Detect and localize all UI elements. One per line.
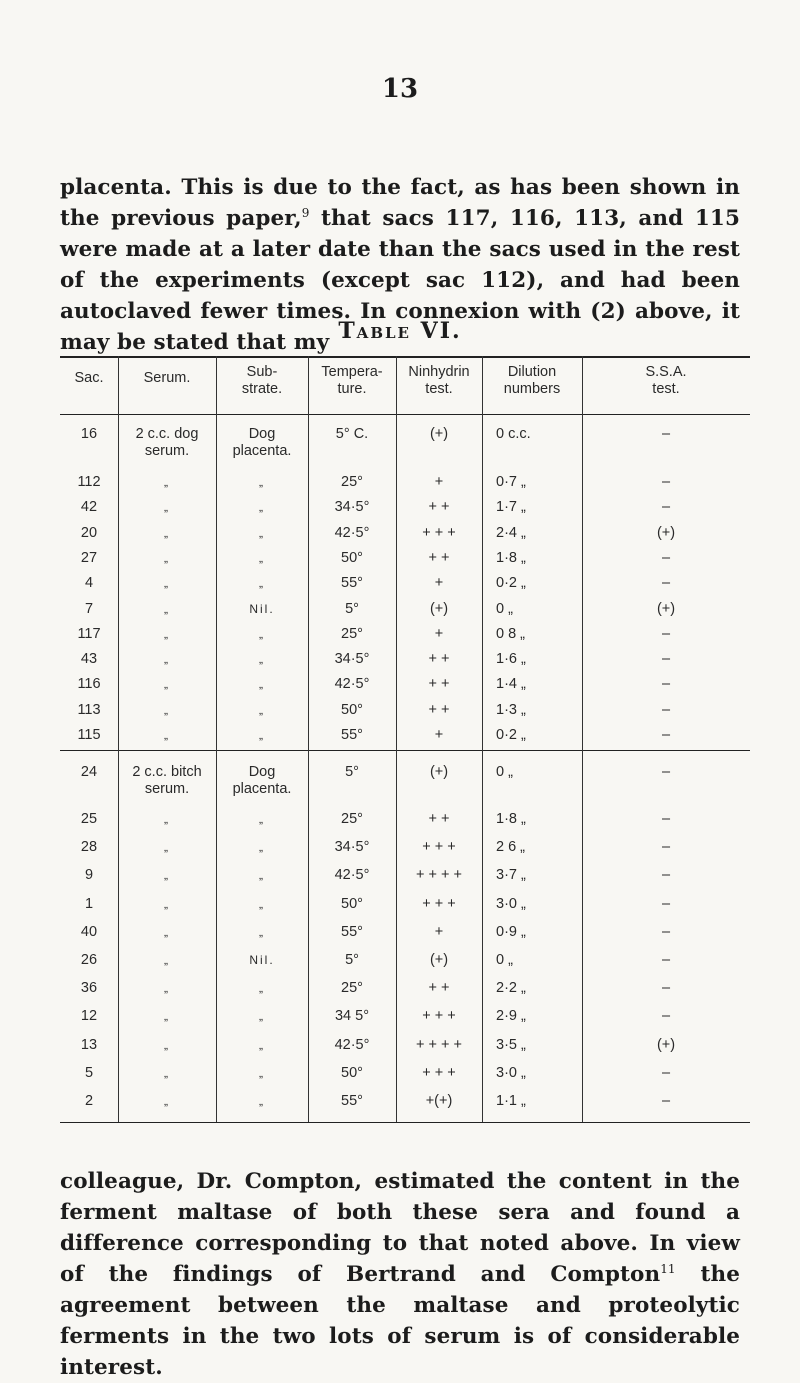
dilution-cell: 0·9 „ — [496, 923, 526, 940]
sac-cell: 42 — [80, 499, 98, 516]
serum-cell: „ — [164, 868, 170, 883]
dilution-cell: 1·1 „ — [496, 1093, 526, 1109]
table-row — [60, 1037, 750, 1061]
header-temperature: Tempera- ture. — [321, 364, 383, 397]
temperature-cell: 50° — [341, 1064, 363, 1081]
column-divider — [582, 356, 583, 1122]
ssa-cell: – — [661, 474, 671, 490]
substrate-cell: „ — [259, 981, 265, 996]
ninhydrin-cell: + + + — [422, 1064, 456, 1081]
ninhydrin-cell: + + — [428, 499, 450, 516]
ssa-cell: – — [661, 867, 671, 884]
ninhydrin-cell: + + + + — [416, 1036, 462, 1053]
closing-text-2: the agreement between the maltase and proteolytic ferments in the two lots of serum is of considerable interest. — [60, 1262, 740, 1380]
serum-cell: 2 c.c. bitch serum. — [132, 764, 202, 797]
table-row — [60, 676, 750, 700]
serum-cell: „ — [164, 812, 170, 826]
ninhydrin-cell: + + — [428, 980, 450, 997]
table-row — [60, 651, 750, 675]
substrate-cell: Dog placenta. — [232, 426, 292, 459]
sac-cell: 28 — [80, 839, 98, 856]
table-row — [60, 601, 750, 625]
dilution-cell: 0 „ — [496, 600, 513, 617]
serum-cell: „ — [164, 924, 170, 939]
dilution-cell: 0·2 „ — [496, 575, 526, 592]
footnote-ref-9: 9 — [301, 206, 310, 220]
ssa-cell: – — [661, 651, 671, 668]
table-row — [60, 867, 750, 891]
header-dilution: Dilution numbers — [503, 364, 561, 397]
table-row — [60, 550, 750, 574]
ssa-cell: – — [661, 895, 671, 912]
ssa-cell: – — [661, 839, 671, 856]
temperature-cell: 55° — [341, 575, 363, 592]
dilution-cell: 0 „ — [496, 764, 513, 780]
substrate-cell: „ — [259, 868, 265, 883]
ninhydrin-cell: + + + — [422, 839, 456, 856]
temperature-cell: 34·5° — [334, 651, 370, 668]
column-divider — [118, 356, 119, 1122]
substrate-cell: „ — [259, 500, 265, 515]
substrate-cell: „ — [259, 728, 265, 742]
serum-cell: „ — [164, 840, 170, 855]
sac-cell: 26 — [80, 952, 98, 968]
ssa-cell: – — [661, 499, 671, 516]
serum-cell: „ — [164, 702, 170, 717]
substrate-cell: „ — [259, 576, 265, 591]
temperature-cell: 34 5° — [334, 1008, 370, 1025]
ninhydrin-cell: + + + + — [416, 867, 462, 884]
serum-cell: „ — [164, 550, 170, 565]
table-row — [60, 1093, 750, 1117]
ssa-cell: (+) — [656, 524, 676, 541]
temperature-cell: 55° — [341, 727, 363, 743]
dilution-cell: 1·6 „ — [496, 651, 526, 668]
serum-cell: „ — [164, 1009, 170, 1024]
sac-cell: 27 — [80, 549, 98, 566]
dilution-cell: 2 6 „ — [496, 839, 526, 856]
ssa-cell: – — [661, 1093, 671, 1109]
table-row — [60, 727, 750, 751]
serum-cell: „ — [164, 525, 170, 540]
ninhydrin-cell: + + — [428, 811, 450, 827]
temperature-cell: 25° — [341, 980, 363, 997]
table-row — [60, 626, 750, 650]
ssa-cell: – — [661, 1008, 671, 1025]
temperature-cell: 50° — [341, 701, 363, 718]
ninhydrin-cell: (+) — [429, 764, 449, 780]
serum-cell: „ — [164, 500, 170, 515]
serum-cell: „ — [164, 475, 170, 489]
temperature-cell: 25° — [341, 625, 363, 642]
sac-cell: 20 — [80, 524, 98, 541]
substrate-cell: „ — [259, 702, 265, 717]
table-row — [60, 499, 750, 523]
dilution-cell: 1·8 „ — [496, 549, 526, 566]
dilution-cell: 3·7 „ — [496, 867, 526, 884]
dilution-cell: 2·2 „ — [496, 980, 526, 997]
ninhydrin-cell: + — [434, 474, 444, 490]
serum-cell: „ — [164, 677, 170, 692]
ssa-cell: – — [661, 625, 671, 642]
temperature-cell: 34·5° — [334, 839, 370, 856]
serum-cell: „ — [164, 626, 170, 641]
intro-text-2: that sacs 117, 116, 113, and 115 were made at a later date than the sacs used in the rest of the experiments (except sac 112), and had been autoclaved fewer times. In connexion with (2) above, it may be stated that my — [60, 206, 741, 355]
sac-cell: 112 — [77, 474, 101, 490]
temperature-cell: 5° — [345, 600, 359, 617]
ninhydrin-cell: +(+) — [425, 1093, 453, 1109]
table-row — [60, 764, 750, 797]
sac-cell: 25 — [80, 811, 98, 827]
table-row — [60, 1065, 750, 1089]
ssa-cell: (+) — [656, 1036, 676, 1053]
substrate-cell: Nil. — [249, 601, 275, 616]
closing-paragraph — [60, 1166, 740, 1383]
header-ssa: S.S.A. test. — [645, 364, 687, 397]
ninhydrin-cell: + + — [428, 651, 450, 668]
substrate-cell: „ — [259, 652, 265, 667]
sac-cell: 4 — [84, 575, 94, 592]
ssa-cell: – — [661, 952, 671, 968]
temperature-cell: 50° — [341, 895, 363, 912]
ninhydrin-cell: + + — [428, 701, 450, 718]
header-serum: Serum. — [143, 370, 191, 386]
ssa-cell: (+) — [656, 600, 676, 617]
temperature-cell: 50° — [341, 549, 363, 566]
table-row — [60, 811, 750, 835]
substrate-cell: „ — [259, 475, 265, 489]
dilution-cell: 2·4 „ — [496, 524, 526, 541]
serum-cell: „ — [164, 1094, 170, 1108]
serum-cell: „ — [164, 953, 170, 967]
temperature-cell: 55° — [341, 923, 363, 940]
header-substrate: Sub- strate. — [241, 364, 283, 397]
ninhydrin-cell: + + — [428, 549, 450, 566]
ssa-cell: – — [661, 980, 671, 997]
dilution-cell: 3·0 „ — [496, 1064, 526, 1081]
temperature-cell: 25° — [341, 811, 363, 827]
ninhydrin-cell: + — [434, 625, 444, 642]
substrate-cell: Nil. — [249, 953, 275, 967]
ssa-cell: – — [661, 923, 671, 940]
ssa-cell: – — [661, 426, 671, 442]
dilution-cell: 0 c.c. — [496, 426, 531, 442]
table-row — [60, 575, 750, 599]
serum-cell: 2 c.c. dog serum. — [135, 426, 199, 459]
substrate-cell: „ — [259, 550, 265, 565]
substrate-cell: „ — [259, 525, 265, 540]
temperature-cell: 25° — [341, 474, 363, 490]
sac-cell: 113 — [77, 701, 101, 718]
ssa-cell: – — [661, 1064, 671, 1081]
ssa-cell: – — [661, 676, 671, 693]
dilution-cell: 1·4 „ — [496, 676, 526, 693]
serum-cell: „ — [164, 728, 170, 742]
table-title-number: VI. — [420, 318, 462, 344]
dilution-cell: 1·8 „ — [496, 811, 526, 827]
table-row — [60, 839, 750, 863]
ninhydrin-cell: + — [434, 575, 444, 592]
temperature-cell: 55° — [341, 1093, 363, 1109]
sac-cell: 115 — [77, 727, 101, 743]
dilution-cell: 3·0 „ — [496, 895, 526, 912]
temperature-cell: 5° — [345, 952, 359, 968]
intro-text-1: placenta. This is due to the fact, as has been shown in the previous paper, — [60, 175, 740, 231]
temperature-cell: 5° — [345, 764, 359, 780]
page-number: 13 — [381, 74, 419, 104]
ssa-cell: – — [661, 549, 671, 566]
sac-cell: 12 — [80, 1008, 98, 1025]
column-divider — [216, 356, 217, 1122]
ninhydrin-cell: (+) — [429, 426, 449, 442]
temperature-cell: 34·5° — [334, 499, 370, 516]
column-divider — [482, 356, 483, 1122]
substrate-cell: „ — [259, 840, 265, 855]
ninhydrin-cell: + + + — [422, 524, 456, 541]
ninhydrin-cell: + — [434, 727, 444, 743]
dilution-cell: 0·7 „ — [496, 474, 526, 490]
table-row — [60, 426, 750, 459]
dilution-cell: 2·9 „ — [496, 1008, 526, 1025]
substrate-cell: „ — [259, 812, 265, 826]
table-row — [60, 924, 750, 948]
header-sac: Sac. — [74, 370, 104, 386]
dilution-cell: 0 „ — [496, 952, 513, 968]
sac-cell: 24 — [80, 764, 98, 780]
serum-cell: „ — [164, 576, 170, 591]
ninhydrin-cell: + + + — [422, 1008, 456, 1025]
substrate-cell: „ — [259, 896, 265, 911]
substrate-cell: „ — [259, 924, 265, 939]
dilution-cell: 1·7 „ — [496, 499, 526, 516]
group-separator-rule — [60, 750, 750, 751]
table-row — [60, 980, 750, 1004]
sac-cell: 40 — [80, 923, 98, 940]
closing-text-1: colleague, Dr. Compton, estimated the content in the ferment maltase of both these sera and found a difference corresponding to that noted above. In view of the findings of Bertrand and Compton — [60, 1169, 740, 1287]
header-rule — [60, 414, 750, 415]
dilution-cell: 0·2 „ — [496, 727, 526, 743]
serum-cell: „ — [164, 896, 170, 911]
table-row — [60, 896, 750, 920]
column-divider — [308, 356, 309, 1122]
temperature-cell: 42·5° — [334, 867, 370, 884]
ssa-cell: – — [661, 727, 671, 743]
ssa-cell: – — [661, 575, 671, 592]
temperature-cell: 42·5° — [334, 676, 370, 693]
substrate-cell: „ — [259, 626, 265, 641]
table-row — [60, 1008, 750, 1032]
sac-cell: 7 — [84, 600, 94, 617]
table-top-rule — [60, 356, 750, 358]
sac-cell: 117 — [77, 625, 101, 642]
temperature-cell: 5° C. — [335, 426, 369, 442]
ninhydrin-cell: + + + — [422, 895, 456, 912]
temperature-cell: 42·5° — [334, 524, 370, 541]
sac-cell: 9 — [84, 867, 94, 884]
sac-cell: 43 — [80, 651, 98, 668]
sac-cell: 16 — [80, 426, 98, 442]
substrate-cell: Dog placenta. — [232, 764, 292, 797]
temperature-cell: 42·5° — [334, 1036, 370, 1053]
sac-cell: 2 — [84, 1093, 94, 1109]
table-row — [60, 952, 750, 976]
ninhydrin-cell: (+) — [429, 952, 449, 968]
ssa-cell: – — [661, 764, 671, 780]
footnote-ref-11: 11 — [660, 1262, 676, 1276]
dilution-cell: 1·3 „ — [496, 701, 526, 718]
table-bottom-rule — [60, 1122, 750, 1123]
sac-cell: 116 — [77, 676, 101, 693]
serum-cell: „ — [164, 652, 170, 667]
table-row — [60, 525, 750, 549]
serum-cell: „ — [164, 981, 170, 996]
table-row — [60, 474, 750, 498]
serum-cell: „ — [164, 601, 170, 616]
ssa-cell: – — [661, 811, 671, 827]
sac-cell: 36 — [80, 980, 98, 997]
sac-cell: 5 — [84, 1064, 94, 1081]
ninhydrin-cell: + + — [428, 676, 450, 693]
substrate-cell: „ — [259, 677, 265, 692]
serum-cell: „ — [164, 1037, 170, 1052]
ninhydrin-cell: + — [434, 923, 444, 940]
sac-cell: 13 — [80, 1036, 98, 1053]
dilution-cell: 0 8 „ — [496, 625, 526, 642]
table-row — [60, 702, 750, 726]
sac-cell: 1 — [84, 895, 94, 912]
serum-cell: „ — [164, 1065, 170, 1080]
column-divider — [396, 356, 397, 1122]
table-title — [0, 318, 800, 344]
ssa-cell: – — [661, 701, 671, 718]
substrate-cell: „ — [259, 1009, 265, 1024]
substrate-cell: „ — [259, 1065, 265, 1080]
table-title-prefix: Table — [338, 318, 411, 344]
ninhydrin-cell: (+) — [429, 600, 449, 617]
substrate-cell: „ — [259, 1094, 265, 1108]
header-ninhydrin: Ninhydrin test. — [408, 364, 470, 397]
dilution-cell: 3·5 „ — [496, 1036, 526, 1053]
substrate-cell: „ — [259, 1037, 265, 1052]
